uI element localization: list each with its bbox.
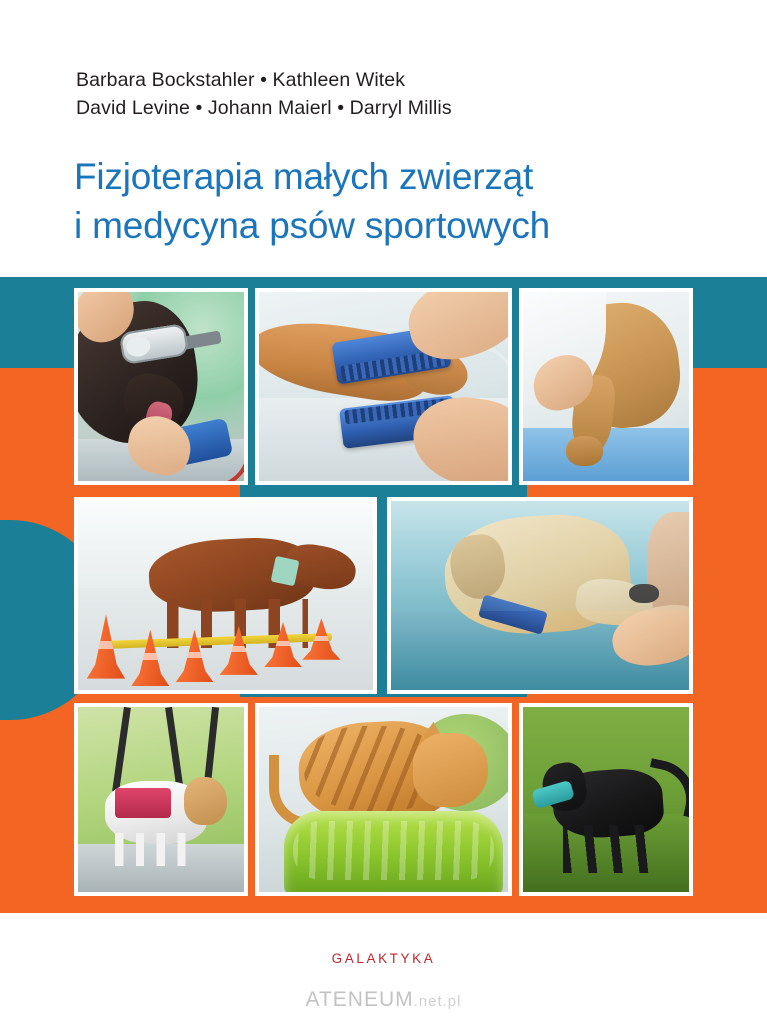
watermark-main: ATENEUM [305, 988, 414, 1011]
photo-massage-brushes [255, 288, 512, 485]
photo-cone-weaving [74, 497, 377, 694]
publisher-name: GALAKTYKA [331, 951, 436, 966]
cover-header [0, 0, 767, 277]
authors-line-1: Barbara Bockstahler • Kathleen Witek [76, 69, 406, 91]
photo-leg-stretch [519, 288, 693, 485]
book-title [74, 152, 724, 250]
title-line-2: i medycyna psów sportowych [74, 205, 550, 246]
photo-dog-running-with-toy [519, 703, 693, 896]
photo-cat-balance-cushion [255, 703, 512, 896]
photo-dog-laser-goggles [74, 288, 248, 485]
watermark-sub: .net.pl [413, 993, 462, 1010]
authors-block [76, 66, 696, 122]
photo-sling-harness [74, 703, 248, 896]
watermark [0, 988, 767, 1012]
photo-underwater-treadmill [387, 497, 693, 694]
authors-line-2: David Levine • Johann Maierl • Darryl Millis [76, 97, 452, 119]
title-line-1: Fizjoterapia małych zwierząt [74, 156, 534, 197]
